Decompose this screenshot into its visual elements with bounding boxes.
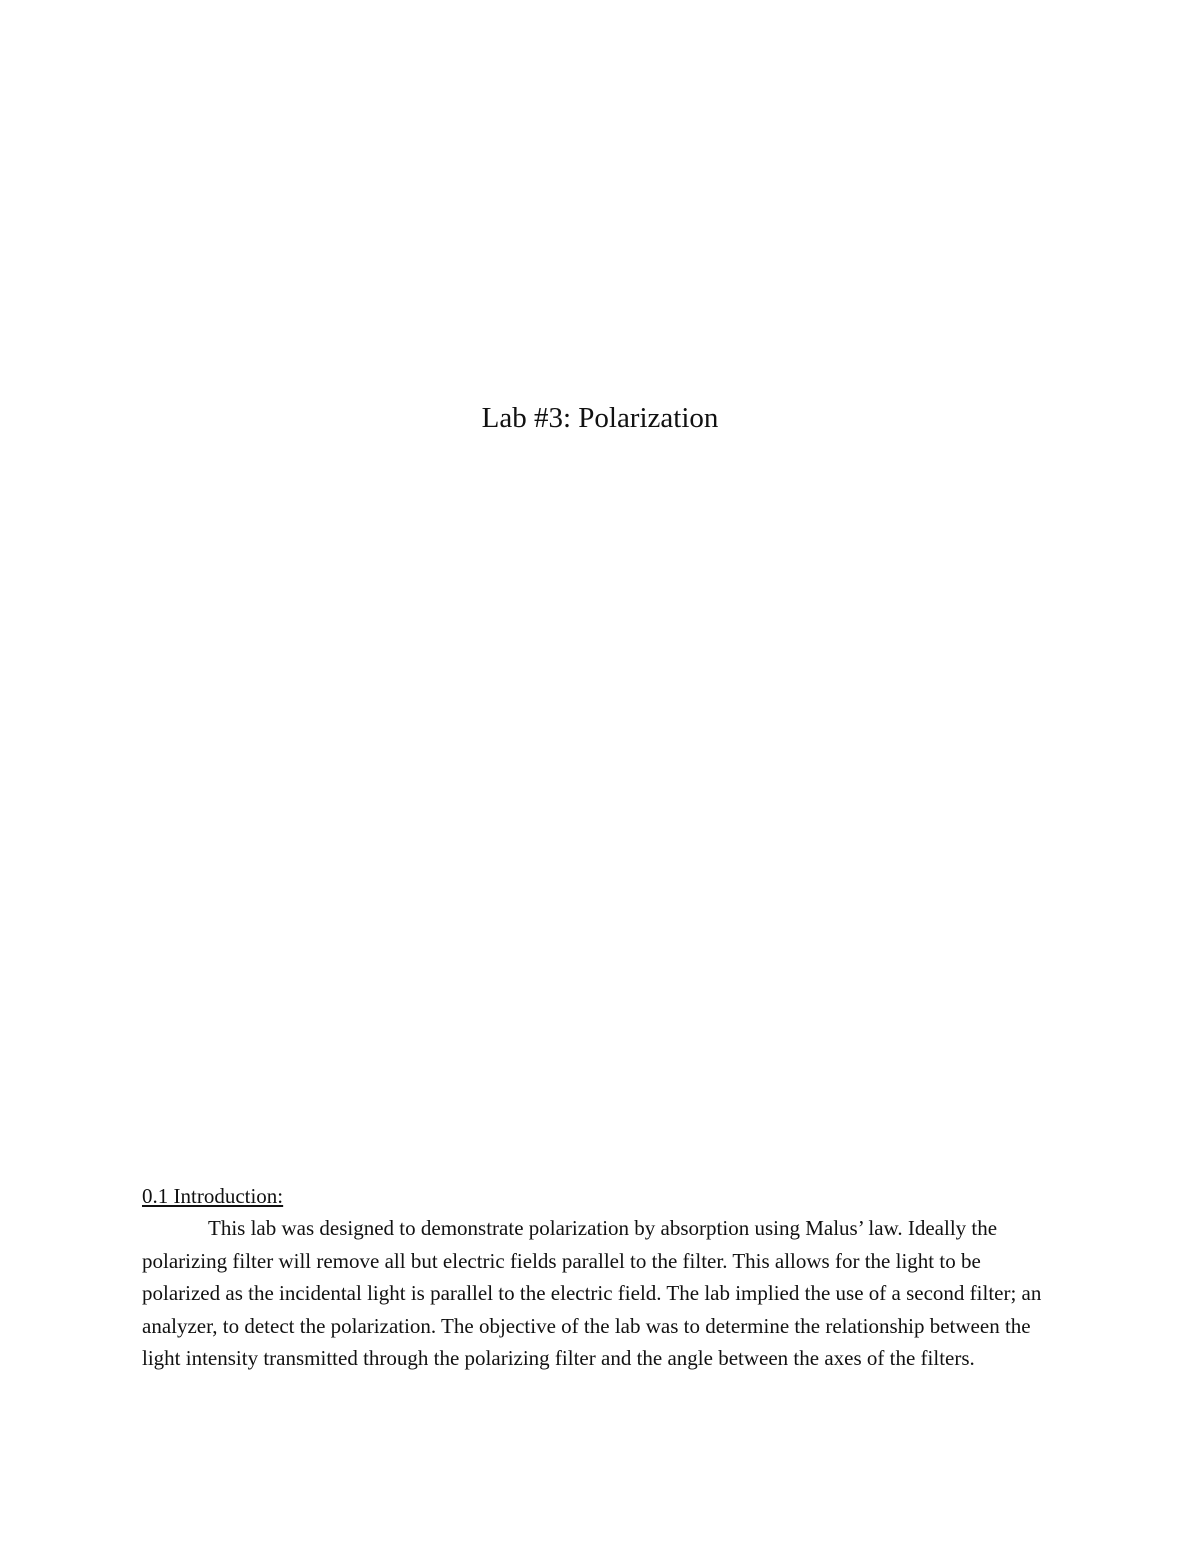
section-heading: 0.1 Introduction: — [142, 1184, 284, 1208]
introduction-section — [142, 1180, 1062, 1375]
document-title: Lab #3: Polarization — [481, 402, 719, 434]
section-paragraph: This lab was designed to demonstrate polarization by absorption using Malus’ law. Ideally the polarizing filter will remove all but electric fields parallel to the filter. This allows for the light to be polarized as the incidental light is parallel to the electric field. The lab implied the use of a second filter; an analyzer, to detect the polarization. The objective of the lab was to determine the relationship between the light intensity transmitted through the polarizing filter and the angle between the axes of the filters. — [142, 1216, 1042, 1370]
